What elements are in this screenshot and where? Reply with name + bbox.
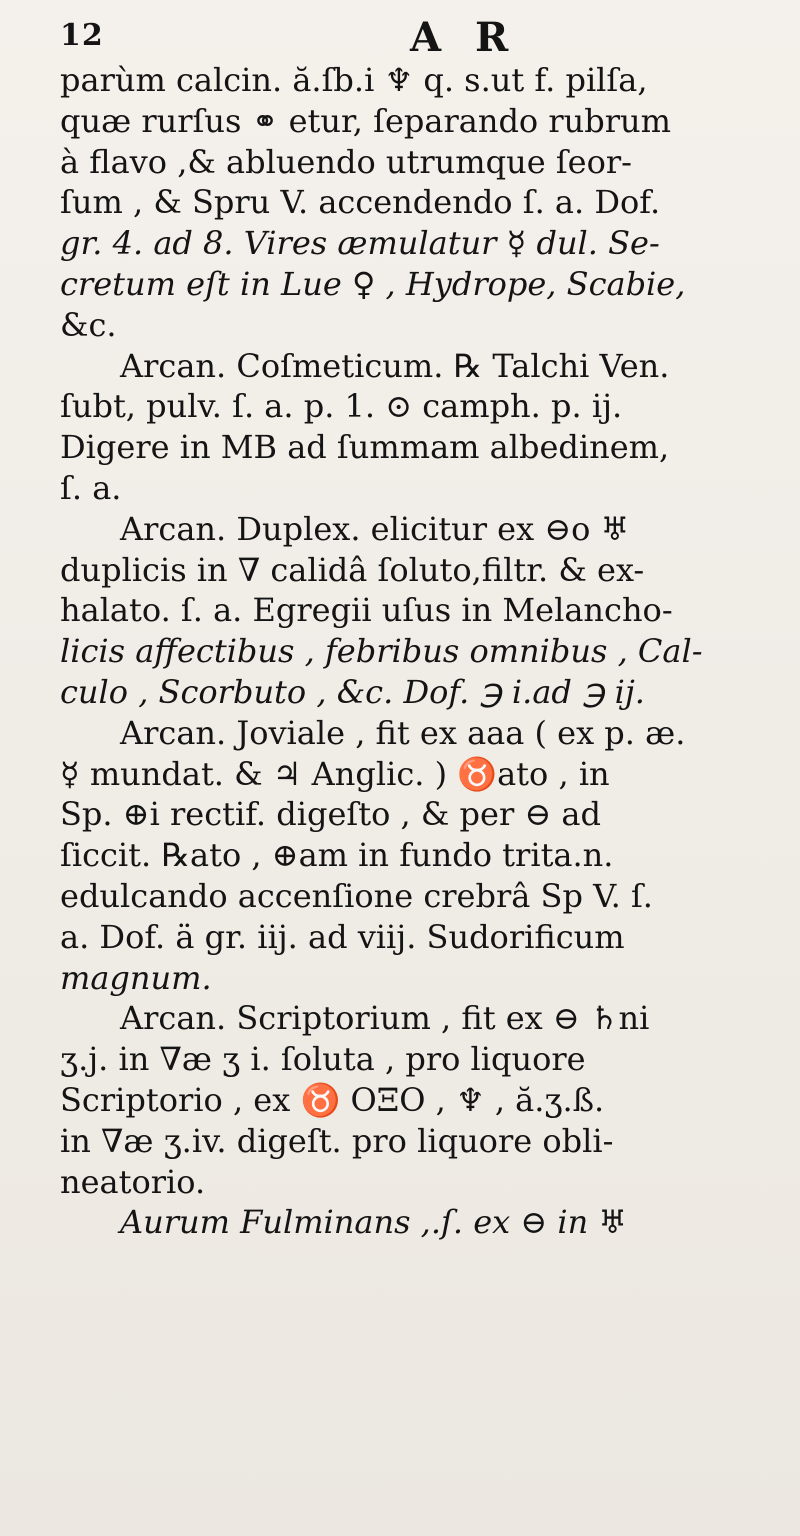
text-line: Sp. ⊕i rectif. digeſto , & per ⊖ ad bbox=[60, 795, 601, 834]
text-line: ſ. a. bbox=[60, 468, 122, 507]
page-number: 12 bbox=[60, 18, 104, 53]
text-line: à flavo ,& abluendo utrumque ſeor- bbox=[60, 142, 632, 181]
text-line: ☿ mundat. & ♃ Anglic. ) ♉ato , in bbox=[60, 754, 610, 793]
text-line: Arcan. Scriptorium , fit ex ⊖ ♄ni bbox=[120, 999, 650, 1038]
text-line: a. Dof. ä gr. iij. ad viij. Sudorificum bbox=[60, 917, 625, 956]
text-line: Arcan. Duplex. elicitur ex ⊖o ♅ bbox=[120, 509, 630, 548]
text-line: quæ rurſus ⚭ etur, ſeparando rubrum bbox=[60, 101, 671, 140]
text-line: Arcan. Joviale , fit ex aaa ( ex p. æ. bbox=[120, 713, 686, 752]
text-line: ſiccit. ℞ato , ⊕am in fundo trita.n. bbox=[60, 836, 614, 875]
text-line: magnum. bbox=[60, 958, 212, 997]
text-line: Aurum Fulminans ,.ſ. ex ⊖ in ♅ bbox=[120, 1203, 628, 1242]
text-line: parùm calcin. ă.ſb.i ♆ q. s.ut f. pilſa, bbox=[60, 61, 648, 99]
text-line: Scriptorio , ex ♉ OΞO , ♆ , ă.ʒ.ß. bbox=[60, 1080, 605, 1119]
text-line: culo , Scorbuto , &c. Dof. ℈ i.ad ℈ ij. bbox=[60, 672, 645, 711]
body-text bbox=[60, 60, 780, 1243]
text-line: in ∇æ ʒ.iv. digeſt. pro liquore obli- bbox=[60, 1121, 614, 1160]
text-line: licis affectibus , febribus omnibus , Cal- bbox=[60, 632, 703, 671]
text-line: Digere in MB ad ſummam albedinem, bbox=[60, 428, 670, 467]
text-line: Arcan. Coſmeticum. ℞ Talchi Ven. bbox=[120, 346, 670, 385]
text-line: ſubt, pulv. ſ. a. p. 1. ⊙ camph. p. ij. bbox=[60, 387, 623, 426]
text-line: edulcando accenſione crebrâ Sp V. ſ. bbox=[60, 876, 653, 915]
text-line: halato. ſ. a. Egregii uſus in Melancho- bbox=[60, 591, 673, 630]
text-line: ʒ.j. in ∇æ ʒ i. ſoluta , pro liquore bbox=[60, 1040, 586, 1079]
text-line: gr. 4. ad 8. Vires æmulatur ☿ dul. Se- bbox=[60, 224, 660, 263]
text-line: duplicis in ∇ calidâ ſoluto,filtr. & ex- bbox=[60, 550, 645, 589]
text-line: ſum , & Spru V. accendendo ſ. a. Dof. bbox=[60, 183, 661, 222]
text-line: &c. bbox=[60, 305, 117, 344]
page-header bbox=[60, 14, 760, 64]
text-line: cretum eſt in Lue ♀ , Hydrope, Scabie, bbox=[60, 264, 686, 303]
signature-mark: A R bbox=[410, 14, 519, 61]
text-line: neatorio. bbox=[60, 1162, 206, 1201]
